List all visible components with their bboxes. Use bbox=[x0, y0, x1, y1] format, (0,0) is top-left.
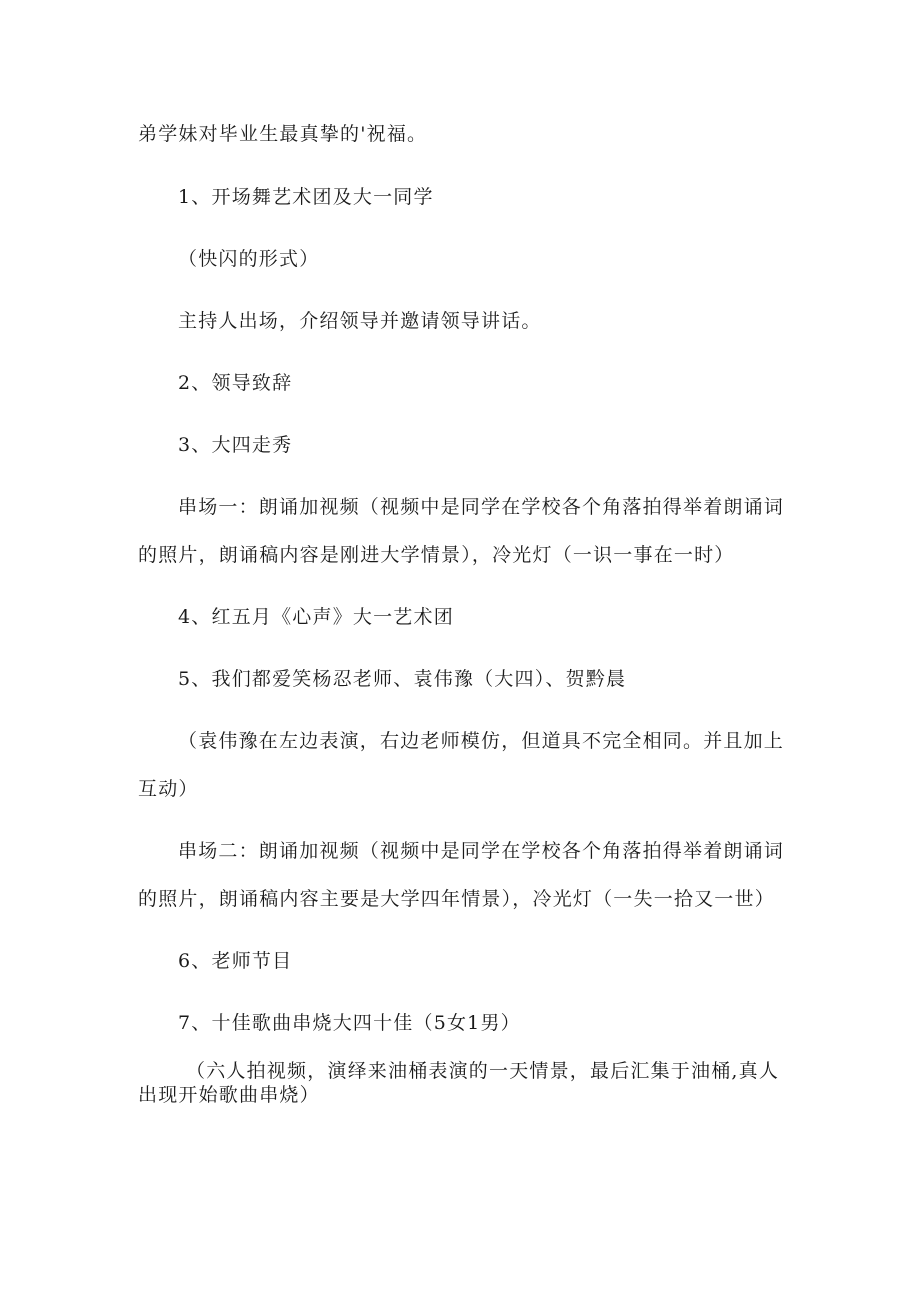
program-item-2: 2、领导致辞 bbox=[178, 372, 293, 394]
program-note-5-line-1: （袁伟豫在左边表演，右边老师模仿，但道具不完全相同。并且加上 bbox=[178, 730, 785, 752]
program-item-1: 1、开场舞艺术团及大一同学 bbox=[178, 186, 434, 208]
interlude-2-line-1: 串场二：朗诵加视频（视频中是同学在学校各个角落拍得举着朗诵词 bbox=[178, 840, 785, 862]
program-note-7-line-1: （六人拍视频，演绎来油桶表演的一天情景，最后汇集于油桶,真人 bbox=[186, 1060, 780, 1082]
paragraph-host-intro: 主持人出场，介绍领导并邀请领导讲话。 bbox=[178, 310, 542, 332]
program-item-6: 6、老师节目 bbox=[178, 950, 293, 972]
program-item-4: 4、红五月《心声》大一艺术团 bbox=[178, 606, 454, 628]
interlude-1-line-1: 串场一：朗诵加视频（视频中是同学在学校各个角落拍得举着朗诵词 bbox=[178, 496, 785, 518]
program-item-5: 5、我们都爱笑杨忍老师、袁伟豫（大四）、贺黔晨 bbox=[178, 668, 627, 690]
interlude-1-line-2: 的照片，朗诵稿内容是刚进大学情景），冷光灯（一识一事在一时） bbox=[138, 544, 735, 566]
program-note-5-line-2: 互动） bbox=[138, 778, 199, 800]
program-item-3: 3、大四走秀 bbox=[178, 434, 293, 456]
program-note-1: （快闪的形式） bbox=[178, 248, 320, 270]
program-note-7-line-2: 出现开始歌曲串烧） bbox=[138, 1084, 320, 1106]
interlude-2-line-2: 的照片，朗诵稿内容主要是大学四年情景），冷光灯（一失一拾又一世） bbox=[138, 888, 775, 910]
paragraph-line-1: 弟学妹对毕业生最真挚的'祝福。 bbox=[138, 123, 428, 145]
program-item-7: 7、十佳歌曲串烧大四十佳（5女1男） bbox=[178, 1012, 521, 1034]
